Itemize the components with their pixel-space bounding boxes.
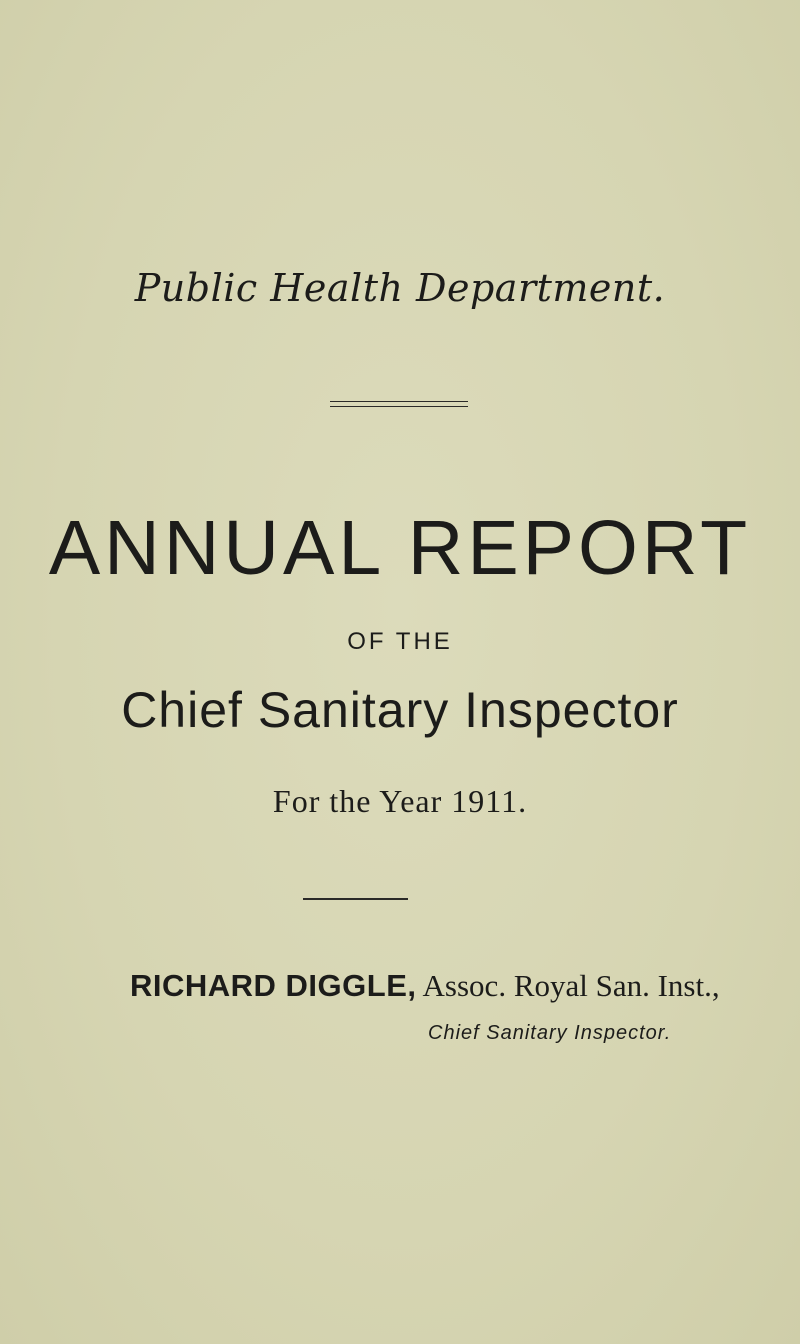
- department-heading: Public Health Department.: [134, 266, 666, 310]
- report-subject: Chief Sanitary Inspector: [121, 682, 679, 738]
- author-credentials: Assoc. Royal San. Inst.,: [416, 968, 720, 1003]
- single-divider: [303, 898, 408, 900]
- report-title: ANNUAL REPORT: [48, 505, 752, 591]
- author-line: [130, 968, 720, 1004]
- author-name: RICHARD DIGGLE,: [130, 968, 417, 1003]
- title-connector: OF THE: [347, 628, 453, 655]
- author-role: Chief Sanitary Inspector.: [428, 1022, 672, 1044]
- double-divider: [330, 401, 468, 407]
- report-year: For the Year 1911.: [272, 783, 528, 819]
